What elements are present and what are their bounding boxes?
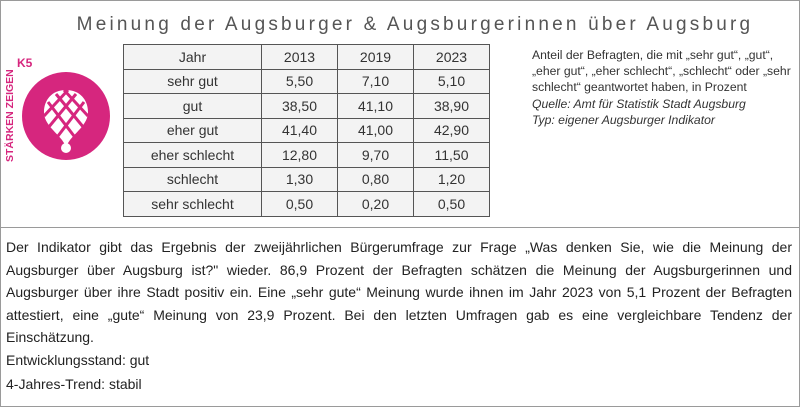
- table-cell: 42,90: [414, 118, 490, 143]
- table-row: [124, 118, 490, 143]
- table-header-cell: 2019: [338, 45, 414, 70]
- table-cell: 5,10: [414, 69, 490, 94]
- indicator-description: Der Indikator gibt das Ergebnis der zweijährlichen Bürgerumfrage zur Frage „Was denken Sie, wie die Meinung der Augsburger über Augsburg ist?" wieder. 86,9 Prozent der Befragten schätzen die Meinung der Augsburgerinnen und Augsburger über ihre Stadt positiv ein. Eine „sehr gute“ Meinung wurde ihnen im Jahr 2023 von 5,1 Prozent der Befragten attestiert, eine „gute“ Meinung von 23,9 Prozent. Bei den letzten Umfragen gab es eine vergleichbare Tendenz der Einschätzung.: [6, 239, 792, 345]
- table-cell: 12,80: [262, 143, 338, 168]
- indicator-notes: [532, 47, 792, 128]
- table-cell: 38,50: [262, 94, 338, 119]
- table-cell: 0,80: [338, 167, 414, 192]
- notes-source: Quelle: Amt für Statistik Stadt Augsburg: [532, 96, 746, 111]
- table-row-label: gut: [124, 94, 262, 119]
- development-status: Entwicklungsstand: gut: [6, 352, 150, 368]
- table-row: [124, 192, 490, 217]
- table-row-label: schlecht: [124, 167, 262, 192]
- four-year-trend: 4-Jahres-Trend: stabil: [6, 376, 142, 392]
- table-cell: 0,50: [414, 192, 490, 217]
- table-cell: 9,70: [338, 143, 414, 168]
- table-cell: 41,40: [262, 118, 338, 143]
- table-cell: 41,10: [338, 94, 414, 119]
- table-cell: 0,20: [338, 192, 414, 217]
- logo-badge: K5: [17, 56, 33, 70]
- table-header-cell: 2023: [414, 45, 490, 70]
- table-cell: 5,50: [262, 69, 338, 94]
- logo-vertical-label: STÄRKEN ZEIGEN: [4, 69, 16, 162]
- augsburg-logo-icon: [4, 56, 112, 164]
- notes-type: Typ: eigener Augsburger Indikator: [532, 112, 715, 127]
- table-header-row: [124, 45, 490, 70]
- table-row: [124, 143, 490, 168]
- notes-description: Anteil der Befragten, die mit „sehr gut“, „gut“, „eher gut“, „eher schlecht“, „schlecht“ oder „sehr schlecht“ geantwortet haben, in Prozent: [532, 48, 791, 95]
- page-title: Meinung der Augsburger & Augsburgerinnen über Augsburg: [76, 14, 754, 35]
- survey-table: [123, 44, 490, 217]
- table-row-label: sehr schlecht: [124, 192, 262, 217]
- table-header-cell: 2013: [262, 45, 338, 70]
- table-row-label: sehr gut: [124, 69, 262, 94]
- table-row-label: eher gut: [124, 118, 262, 143]
- table-row: [124, 69, 490, 94]
- table-cell: 0,50: [262, 192, 338, 217]
- table-cell: 7,10: [338, 69, 414, 94]
- table-cell: 38,90: [414, 94, 490, 119]
- table-cell: 11,50: [414, 143, 490, 168]
- table-row: [124, 94, 490, 119]
- table-row-label: eher schlecht: [124, 143, 262, 168]
- table-row: [124, 167, 490, 192]
- table-cell: 1,20: [414, 167, 490, 192]
- table-header-cell: Jahr: [124, 45, 262, 70]
- table-cell: 1,30: [262, 167, 338, 192]
- table-cell: 41,00: [338, 118, 414, 143]
